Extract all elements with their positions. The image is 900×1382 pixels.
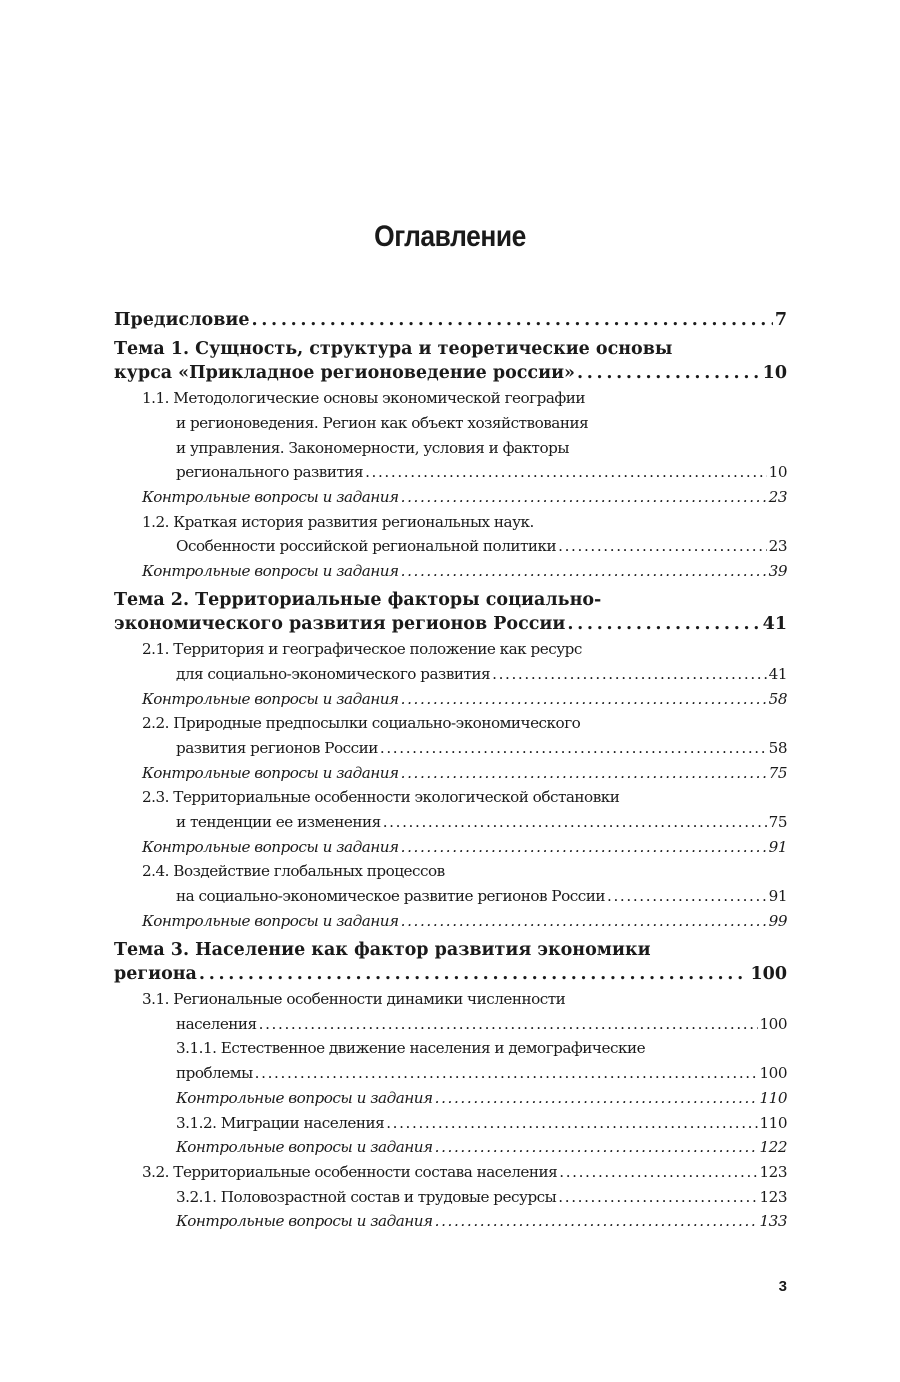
toc-entry-text: 3.1.2. Миграции населения	[176, 1113, 385, 1132]
toc-entry-text: Контрольные вопросы и задания	[176, 1212, 433, 1231]
toc-entry-text: регионального развития	[176, 463, 364, 482]
toc-entry-text: и тенденции ее изменения	[176, 813, 381, 832]
leader-dots	[492, 662, 767, 687]
toc-page-number: 133	[759, 1212, 787, 1231]
toc-entry-text: 3.2.1. Половозрастной состав и трудовые ресурсы	[176, 1187, 557, 1206]
toc-entry-text: Контрольные вопросы и задания	[142, 487, 399, 506]
leader-dots	[401, 687, 767, 712]
toc-entry-questions[interactable]	[114, 687, 787, 712]
toc-entry-text: 2.1. Территория и географическое положение как ресурс	[142, 640, 582, 659]
toc-entry-text: 2.3. Территориальные особенности экологической обстановки	[142, 788, 620, 807]
leader-dots	[435, 1135, 758, 1160]
leader-dots	[577, 361, 761, 386]
page-number: 3	[778, 1278, 787, 1295]
toc-entry-text: Тема 3. Население как фактор развития экономики	[114, 939, 651, 960]
toc-entry-preface[interactable]	[114, 308, 787, 333]
toc-entry-questions[interactable]	[114, 559, 787, 584]
leader-dots	[255, 1061, 758, 1086]
toc-page-number: 7	[774, 310, 787, 330]
toc-entry-text: развития регионов России	[176, 738, 378, 757]
leader-dots	[401, 909, 767, 934]
toc-entry-section-2-4[interactable]	[114, 859, 787, 908]
toc-entry-section-3-2[interactable]	[114, 1160, 787, 1185]
toc-entry-text: Контрольные вопросы и задания	[142, 562, 399, 581]
toc-entry-questions[interactable]	[114, 761, 787, 786]
toc-page-number: 75	[768, 763, 787, 782]
toc-entry-text: Контрольные вопросы и задания	[176, 1138, 433, 1157]
toc-entry-text: проблемы	[176, 1064, 253, 1083]
toc-page-number: 99	[768, 911, 787, 930]
toc-entry-section-3-2-1[interactable]	[114, 1185, 787, 1210]
toc-page-number: 58	[768, 738, 787, 757]
toc-entry-text: 2.4. Воздействие глобальных процессов	[142, 862, 445, 881]
toc-entry-text: Контрольные вопросы и задания	[176, 1088, 433, 1107]
toc-entry-questions[interactable]	[114, 835, 787, 860]
table-of-contents	[114, 308, 787, 1234]
toc-page-number: 122	[759, 1138, 787, 1157]
toc-entry-text: 1.1. Методологические основы экономической географии	[142, 389, 586, 408]
toc-entry-questions[interactable]	[114, 485, 787, 510]
toc-page-number: 91	[768, 887, 787, 906]
toc-page-number: 91	[768, 837, 787, 856]
leader-dots	[567, 612, 760, 637]
toc-page-number: 23	[768, 487, 787, 506]
toc-page-number: 39	[768, 562, 787, 581]
toc-entry-text: Особенности российской региональной политики	[176, 537, 557, 556]
leader-dots	[401, 485, 767, 510]
toc-entry-section-2-3[interactable]	[114, 785, 787, 834]
toc-page-number: 100	[759, 1014, 787, 1033]
toc-entry-section-2-2[interactable]	[114, 711, 787, 760]
toc-page-number: 75	[768, 813, 787, 832]
toc-entry-text: населения	[176, 1014, 257, 1033]
leader-dots	[401, 559, 767, 584]
toc-entry-questions[interactable]	[114, 1135, 787, 1160]
leader-dots	[380, 736, 767, 761]
toc-entry-text: Тема 1. Сущность, структура и теоретические основы	[114, 338, 673, 359]
leader-dots	[199, 962, 749, 987]
page-title: Оглавление	[374, 220, 526, 253]
toc-entry-text: 2.2. Природные предпосылки социально-экономического	[142, 714, 581, 733]
toc-entry-text: курса «Прикладное регионоведение россии»	[114, 363, 575, 384]
toc-entry-text: Контрольные вопросы и задания	[142, 689, 399, 708]
toc-page-number: 110	[759, 1088, 787, 1107]
toc-entry-topic-2[interactable]	[114, 588, 787, 637]
toc-entry-text: для социально-экономического развития	[176, 664, 491, 683]
leader-dots	[559, 1160, 757, 1185]
toc-page-number: 41	[768, 664, 787, 683]
toc-entry-text: 3.1.1. Естественное движение населения и демографические	[176, 1039, 646, 1058]
toc-entry-text: Контрольные вопросы и задания	[142, 837, 399, 856]
toc-entry-questions[interactable]	[114, 909, 787, 934]
leader-dots	[259, 1012, 758, 1037]
toc-page-number: 100	[759, 1064, 787, 1083]
toc-page-number: 10	[768, 463, 787, 482]
leader-dots	[401, 761, 767, 786]
toc-entry-text: региона	[114, 964, 197, 985]
toc-entry-questions[interactable]	[114, 1086, 787, 1111]
leader-dots	[365, 460, 767, 485]
toc-entry-section-3-1-2[interactable]	[114, 1111, 787, 1136]
toc-entry-section-1-2[interactable]	[114, 510, 787, 559]
leader-dots	[435, 1209, 758, 1234]
toc-entry-topic-3[interactable]	[114, 938, 787, 987]
toc-page-number: 23	[768, 537, 787, 556]
leader-dots	[558, 1185, 757, 1210]
toc-entry-section-2-1[interactable]	[114, 637, 787, 686]
leader-dots	[401, 835, 767, 860]
leader-dots	[386, 1111, 757, 1136]
toc-page-number: 10	[762, 363, 787, 384]
toc-page-number: 58	[768, 689, 787, 708]
leader-dots	[383, 810, 767, 835]
toc-entry-text: 1.2. Краткая история развития региональных наук.	[142, 512, 534, 531]
toc-page-number: 41	[762, 614, 787, 635]
toc-entry-text: Контрольные вопросы и задания	[142, 763, 399, 782]
toc-entry-text: Тема 2. Территориальные факторы социально-	[114, 589, 602, 610]
toc-entry-text: на социально-экономическое развитие регионов России	[176, 887, 606, 906]
toc-entry-text: Контрольные вопросы и задания	[142, 911, 399, 930]
toc-entry-section-3-1-1[interactable]	[114, 1036, 787, 1085]
toc-entry-questions[interactable]	[114, 1209, 787, 1234]
toc-entry-text: 3.2. Территориальные особенности состава населения	[142, 1162, 558, 1181]
toc-page-number: 100	[750, 964, 787, 985]
toc-page-number: 123	[759, 1187, 787, 1206]
toc-page-number: 110	[759, 1113, 787, 1132]
toc-page-number: 123	[759, 1162, 787, 1181]
toc-entry-text: Предисловие	[114, 310, 250, 330]
leader-dots	[435, 1086, 758, 1111]
toc-entry-section-1-1[interactable]	[114, 386, 787, 485]
leader-dots	[607, 884, 767, 909]
leader-dots	[558, 534, 767, 559]
toc-entry-text: экономического развития регионов России	[114, 614, 566, 635]
toc-entry-section-3-1[interactable]	[114, 987, 787, 1036]
toc-entry-text: 3.1. Региональные особенности динамики численности	[142, 989, 566, 1008]
toc-entry-topic-1[interactable]	[114, 337, 787, 386]
toc-entry-text: и регионоведения. Регион как объект хозяйствования	[176, 413, 589, 432]
toc-entry-text: и управления. Закономерности, условия и факторы	[176, 438, 569, 457]
leader-dots	[251, 308, 772, 333]
